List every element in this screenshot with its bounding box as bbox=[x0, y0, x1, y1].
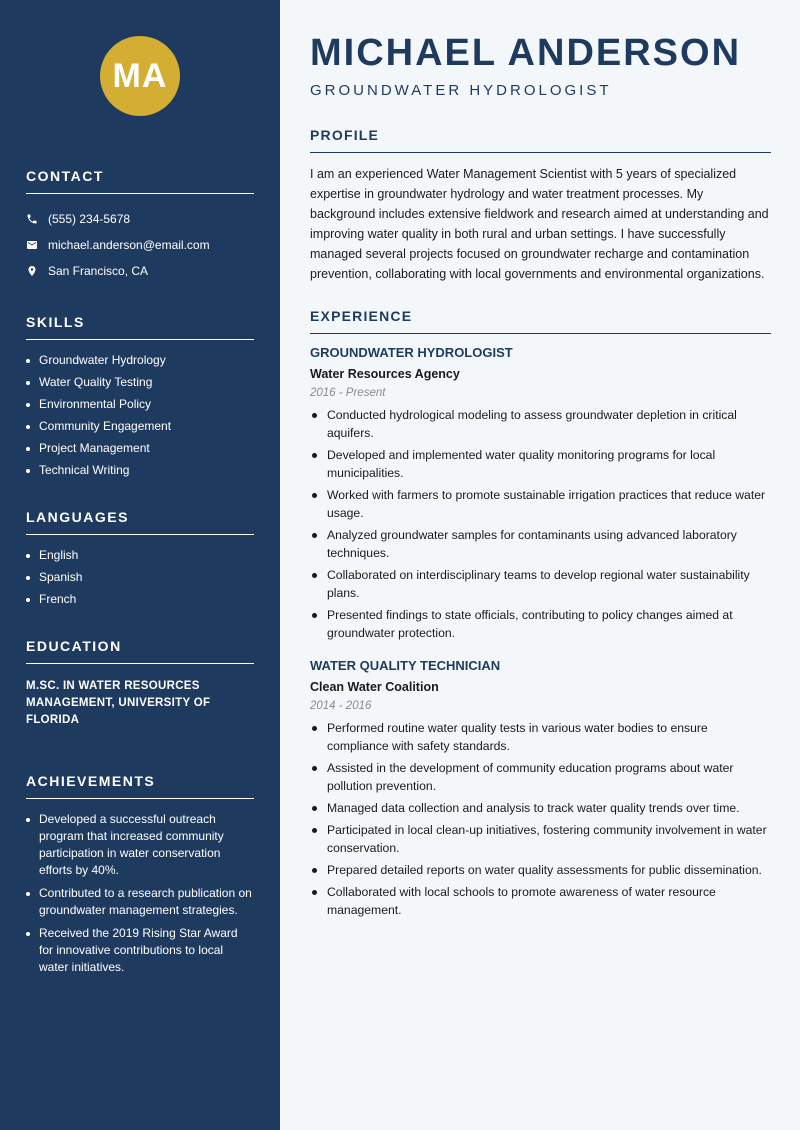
education-degree: M.SC. IN WATER RESOURCES MANAGEMENT, UNIVERSITY OF FLORIDA bbox=[26, 680, 211, 726]
list-item: French bbox=[26, 591, 254, 608]
list-item: Analyzed groundwater samples for contaminants using advanced laboratory techniques. bbox=[310, 526, 771, 562]
profile-section bbox=[310, 127, 771, 284]
list-item: Received the 2019 Rising Star Award for innovative contributions to local water initiatives. bbox=[26, 925, 254, 976]
education-section bbox=[26, 638, 254, 729]
contact-location bbox=[26, 258, 254, 284]
contact-heading: CONTACT bbox=[26, 168, 254, 194]
list-item: Worked with farmers to promote sustainable irrigation practices that reduce water usage. bbox=[310, 486, 771, 522]
list-item: Water Quality Testing bbox=[26, 374, 254, 391]
achievements-heading: ACHIEVEMENTS bbox=[26, 773, 254, 799]
candidate-name: MICHAEL ANDERSON bbox=[310, 32, 742, 74]
list-item: Collaborated with local schools to promote awareness of water resource management. bbox=[310, 883, 771, 919]
job-bullets bbox=[310, 406, 771, 642]
profile-heading: PROFILE bbox=[310, 127, 771, 153]
list-item: Spanish bbox=[26, 569, 254, 586]
list-item: Developed a successful outreach program that increased community participation in water conservation efforts by 40%. bbox=[26, 811, 254, 879]
list-item: Project Management bbox=[26, 440, 254, 457]
sidebar bbox=[0, 0, 280, 1130]
list-item: Performed routine water quality tests in various water bodies to ensure compliance with safety standards. bbox=[310, 719, 771, 755]
languages-heading: LANGUAGES bbox=[26, 509, 254, 535]
languages-section bbox=[26, 509, 254, 608]
job-dates: 2016 - Present bbox=[310, 387, 386, 399]
list-item: Presented findings to state officials, contributing to policy changes aimed at groundwater protection. bbox=[310, 606, 771, 642]
list-item: Managed data collection and analysis to track water quality trends over time. bbox=[310, 799, 771, 817]
experience-heading: EXPERIENCE bbox=[310, 308, 771, 334]
job-bullets bbox=[310, 719, 771, 919]
candidate-title: GROUNDWATER HYDROLOGIST bbox=[310, 82, 612, 99]
list-item: Environmental Policy bbox=[26, 396, 254, 413]
list-item: Prepared detailed reports on water quality assessments for public dissemination. bbox=[310, 861, 771, 879]
list-item: Developed and implemented water quality monitoring programs for local municipalities. bbox=[310, 446, 771, 482]
job-role: GROUNDWATER HYDROLOGIST bbox=[310, 345, 513, 360]
job-entry bbox=[310, 658, 771, 919]
list-item: Conducted hydrological modeling to assess groundwater depletion in critical aquifers. bbox=[310, 406, 771, 442]
avatar bbox=[100, 36, 180, 116]
phone-icon bbox=[26, 213, 38, 225]
contact-section bbox=[26, 168, 254, 284]
languages-list bbox=[26, 547, 254, 608]
list-item: English bbox=[26, 547, 254, 564]
list-item: Groundwater Hydrology bbox=[26, 352, 254, 369]
phone-text: (555) 234-5678 bbox=[48, 212, 131, 226]
skills-section bbox=[26, 314, 254, 479]
job-role: WATER QUALITY TECHNICIAN bbox=[310, 658, 501, 673]
profile-text: I am an experienced Water Management Scientist with 5 years of specialized expertise in groundwater hydrology and water treatment processes. My background includes extensive fieldwork and research aimed at understanding and improving water quality in both rural and urban settings. I have successfully managed several projects focused on groundwater recharge and contamination prevention, collaborating with local governments and environmental organizations. bbox=[310, 167, 769, 281]
job-dates: 2014 - 2016 bbox=[310, 700, 372, 712]
education-heading: EDUCATION bbox=[26, 638, 254, 664]
list-item: Participated in local clean-up initiatives, fostering community involvement in water conservation. bbox=[310, 821, 771, 857]
list-item: Technical Writing bbox=[26, 462, 254, 479]
skills-heading: SKILLS bbox=[26, 314, 254, 340]
skills-list bbox=[26, 352, 254, 479]
email-text[interactable]: michael.anderson@email.com bbox=[48, 238, 210, 252]
job-entry bbox=[310, 345, 771, 642]
email-icon bbox=[26, 239, 38, 251]
list-item: Assisted in the development of community education programs about water pollution prevention. bbox=[310, 759, 771, 795]
location-text: San Francisco, CA bbox=[48, 264, 149, 278]
contact-phone bbox=[26, 206, 254, 232]
experience-section bbox=[310, 308, 771, 919]
list-item: Collaborated on interdisciplinary teams to develop regional water sustainability plans. bbox=[310, 566, 771, 602]
job-company: Clean Water Coalition bbox=[310, 680, 439, 694]
main-content bbox=[280, 0, 800, 1130]
achievements-list bbox=[26, 811, 254, 976]
list-item: Community Engagement bbox=[26, 418, 254, 435]
contact-email bbox=[26, 232, 254, 258]
list-item: Contributed to a research publication on groundwater management strategies. bbox=[26, 885, 254, 919]
location-pin-icon bbox=[26, 265, 38, 277]
avatar-initials: MA bbox=[112, 56, 168, 95]
achievements-section bbox=[26, 773, 254, 976]
job-company: Water Resources Agency bbox=[310, 367, 460, 381]
